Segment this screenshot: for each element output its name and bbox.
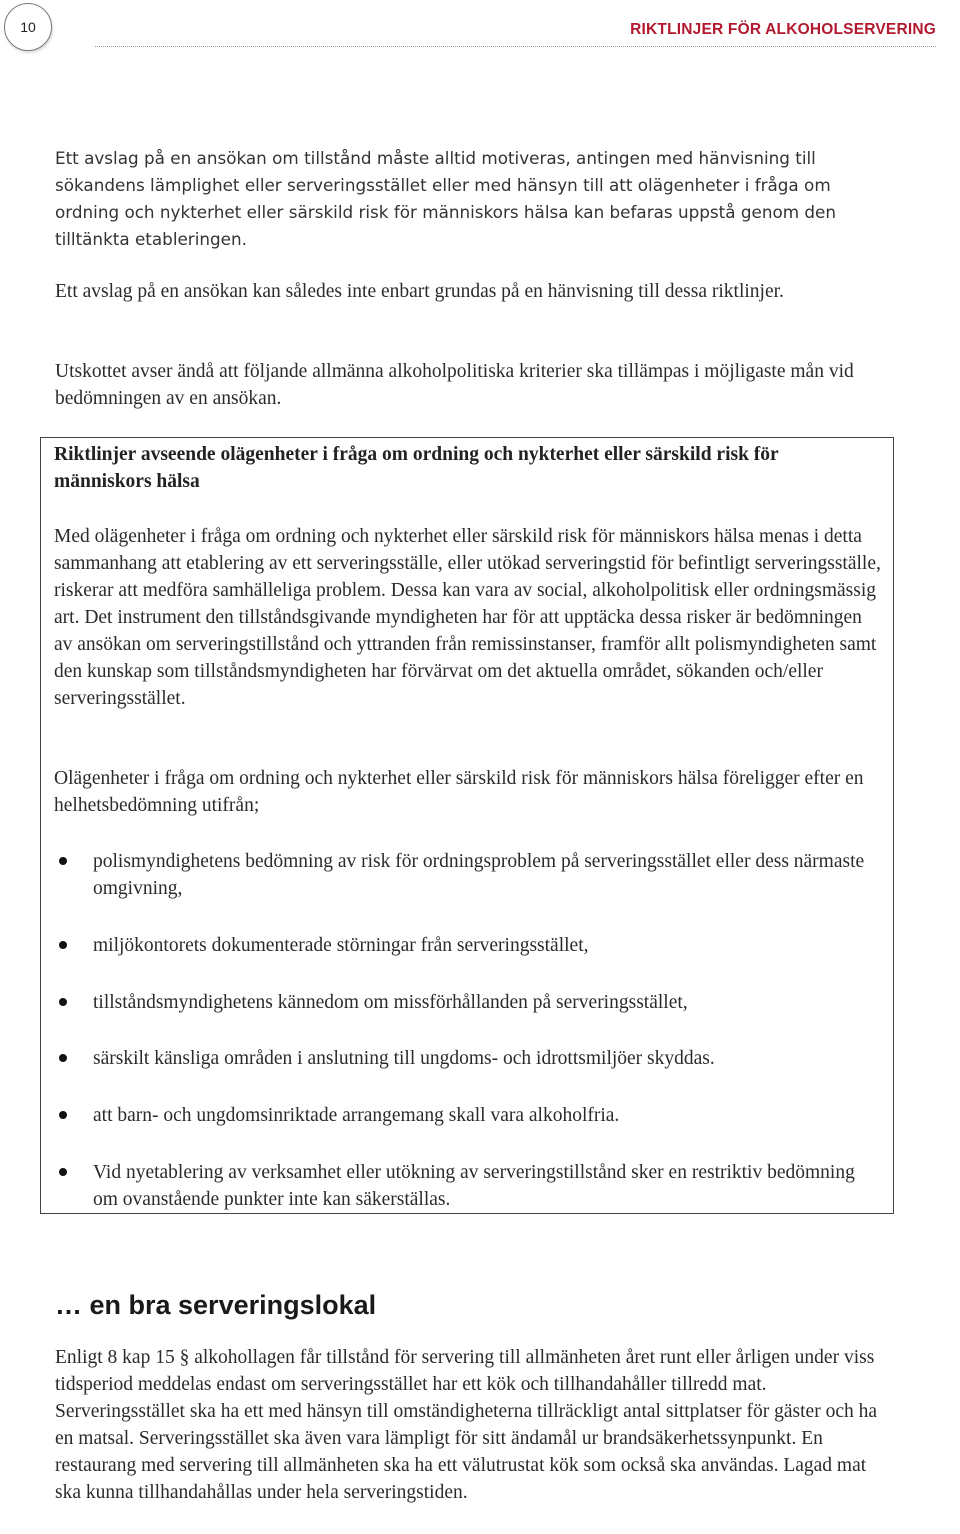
criteria-text: miljökontorets dokumenterade störningar från serveringsstället, xyxy=(93,935,589,956)
section-body: Enligt 8 kap 15 § alkohollagen får tillstånd för servering till allmänheten året runt eller årligen under viss tidsperiod meddelas endast om serveringsstället har ett kök och tillhandahåller tillredd mat. Serveringsstället ska ha ett med hänsyn till omständigheterna tillräckligt antal sittplatser för gäster och ha en matsal. Serveringsstället ska även vara lämpligt för sitt ändamål ur brandsäkerhetssynpunkt. En restaurang med servering till allmänheten ska ha ett välutrustat kök som också ska användas. Lagad mat ska kunna tillhandahållas under hela serveringstiden. xyxy=(55,1347,878,1503)
bullet-icon xyxy=(59,857,67,865)
criteria-list-item xyxy=(93,1045,883,1072)
criteria-list-item xyxy=(93,932,883,959)
criteria-list-item xyxy=(93,1159,883,1213)
criteria-text: polismyndighetens bedömning av risk för ordningsproblem på serveringsstället eller dess närmaste omgivning, xyxy=(93,851,865,899)
bullet-icon xyxy=(59,998,67,1006)
header-divider xyxy=(95,46,936,47)
criteria-list-item xyxy=(93,1102,883,1129)
criteria-list-item xyxy=(93,989,883,1016)
guidelines-box xyxy=(40,437,894,1214)
page-number-badge xyxy=(4,3,52,51)
bullet-icon xyxy=(59,1111,67,1119)
criteria-text: särskilt känsliga områden i anslutning till ungdoms- och idrottsmiljöer skyddas. xyxy=(93,1048,715,1069)
criteria-text: tillståndsmyndighetens kännedom om missförhållanden på serveringsstället, xyxy=(93,992,688,1013)
section-heading: … en bra serveringslokal xyxy=(55,1290,377,1320)
bullet-icon xyxy=(59,1168,67,1176)
intro-paragraph-1: Ett avslag på en ansökan om tillstånd måste alltid motiveras, antingen med hänvisning till sökandens lämplighet eller serveringsstället eller med hänsyn till att olägenheter i fråga om ordning och nykterhet eller särskild risk för människors hälsa kan befaras uppstå genom den tilltänkta etableringen. xyxy=(55,148,837,249)
bullet-icon xyxy=(59,941,67,949)
intro-paragraph-3: Utskottet avser ändå att följande allmänna alkoholpolitiska kriterier ska tillämpas i möjligaste mån vid bedömningen av en ansökan. xyxy=(55,361,854,409)
criteria-text: att barn- och ungdomsinriktade arrangemang skall vara alkoholfria. xyxy=(93,1105,620,1126)
running-title: RIKTLINJER FÖR ALKOHOLSERVERING xyxy=(630,21,936,38)
guidelines-box-title: Riktlinjer avseende olägenheter i fråga om ordning och nykterhet eller särskild risk för människors hälsa xyxy=(54,444,779,492)
bullet-icon xyxy=(59,1054,67,1062)
page-number: 10 xyxy=(20,19,36,35)
guidelines-paragraph-2: Olägenheter i fråga om ordning och nykterhet eller särskild risk för människors hälsa föreligger efter en helhetsbedömning utifrån; xyxy=(54,768,864,816)
criteria-list-item xyxy=(93,848,883,902)
guidelines-paragraph-1: Med olägenheter i fråga om ordning och nykterhet eller särskild risk för människors hälsa menas i detta sammanhang att etablering av ett serveringsställe, eller utökad serveringstid för befintligt serveringsställe, riskerar att medföra samhälleliga problem. Dessa kan vara av social, alkoholpolitisk eller ordningsmässig art. Det instrument den tillståndsgivande myndigheten har för att upptäcka dessa risker är bedömningen av ansökan om serveringstillstånd och yttranden från remissinstanser, framför allt polismyndigheten samt den kunskap som tillståndsmyndigheten har förvärvat om det aktuella området, sökanden och/eller serveringsstället. xyxy=(54,526,881,709)
intro-paragraph-2: Ett avslag på en ansökan kan således inte enbart grundas på en hänvisning till dessa riktlinjer. xyxy=(55,281,784,302)
criteria-text: Vid nyetablering av verksamhet eller utökning av serveringstillstånd sker en restriktiv bedömning om ovanstående punkter inte kan säkerställas. xyxy=(93,1162,855,1210)
